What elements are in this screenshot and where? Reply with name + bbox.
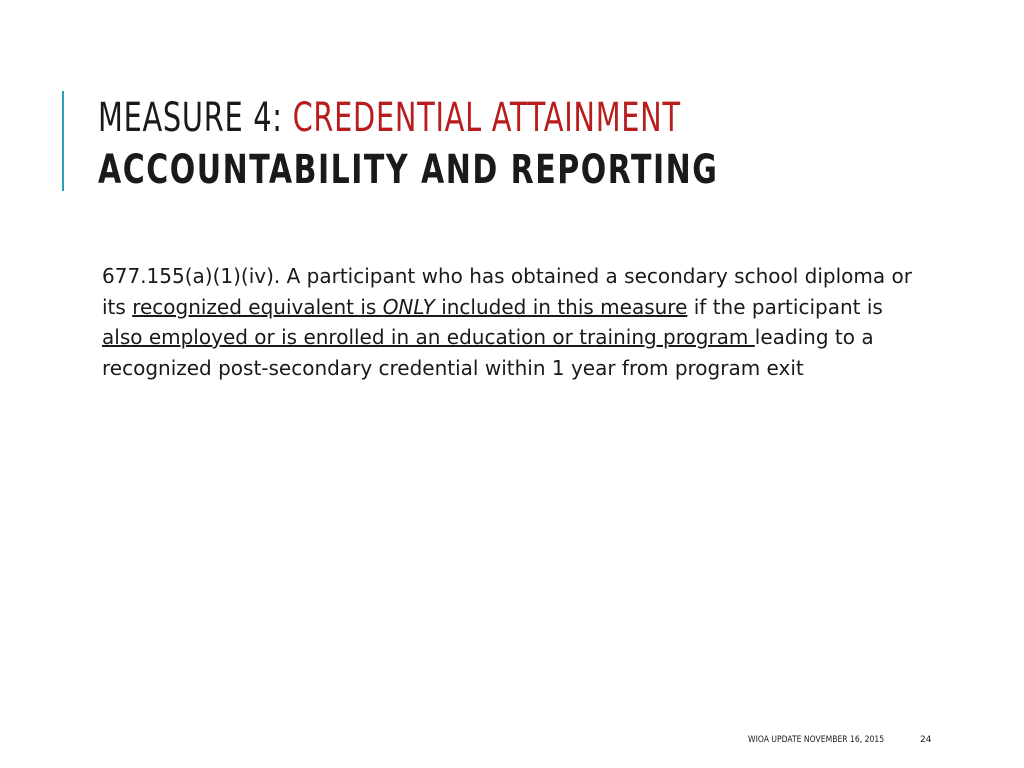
body-citation-text: 677.155(a)(1)(iv). A participant who has obtained a secondary school diploma or its — [102, 264, 912, 319]
body-included-text: included in this measure — [434, 294, 688, 319]
body-underlined-employment: also employed or is enrolled in an education or training program — [102, 325, 755, 349]
body-paragraph — [102, 261, 922, 383]
title-accent-bar — [62, 91, 64, 191]
title-highlight: CREDENTIAL ATTAINMENT — [292, 95, 681, 141]
slide-title — [98, 92, 978, 196]
body-equivalent-text: recognized equivalent is — [132, 294, 383, 319]
title-subtitle: ACCOUNTABILITY AND REPORTING — [98, 147, 719, 193]
title-line-1 — [98, 92, 732, 144]
footer-label: WIOA UPDATE NOVEMBER 16, 2015 — [748, 735, 885, 745]
body-condition-text: if the participant is — [687, 294, 883, 319]
page-number: 24 — [920, 735, 932, 745]
body-closing-text: leading to a recognized post-secondary credential within 1 year from program exit — [102, 325, 874, 380]
body-only-emphasis: ONLY — [382, 294, 435, 319]
title-prefix: MEASURE 4: — [98, 95, 293, 141]
body-underlined-equivalent — [132, 295, 687, 319]
